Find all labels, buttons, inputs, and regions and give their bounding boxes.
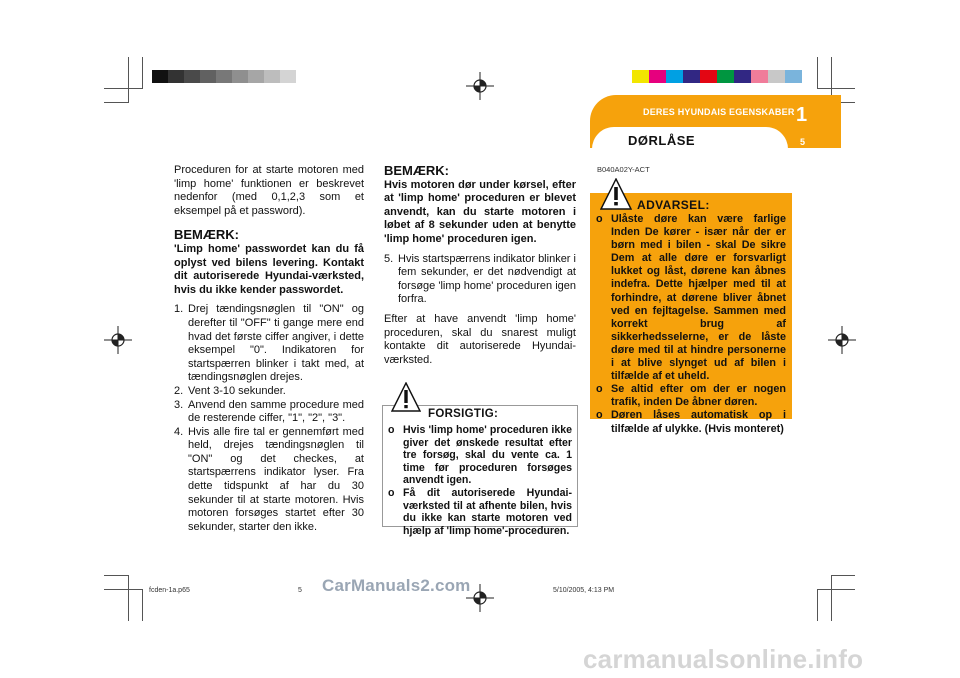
- list-item: 3. Anvend den samme procedure med de resterende ciffer, "1", "2", "3".: [174, 398, 364, 425]
- calibration-swatch: [785, 70, 802, 83]
- note-heading: BEMÆRK:: [384, 163, 449, 178]
- warning-title: ADVARSEL:: [637, 198, 710, 212]
- calibration-swatch: [768, 70, 785, 83]
- note-text: Hvis motoren dør under kørsel, efter at 'limp home' proceduren er blevet anvendt, kan du starte motoren i løbet af 8 sekunder uden at benytte 'limp home' proceduren igen.: [384, 178, 576, 245]
- registration-mark-icon: [104, 326, 132, 354]
- calibration-swatch: [649, 70, 666, 83]
- calibration-swatch: [734, 70, 751, 83]
- reference-code: B040A02Y-ACT: [597, 165, 650, 174]
- color-calibration-bar: [632, 70, 802, 83]
- list-item: 4. Hvis alle fire tal er gennemført med held, drejes tændingsnøglen til "ON" og det checkes, at startspærrens indikator lyser. Fra dette tidspunkt af har du 30 sekunder til at starte motoren. Hvis motoren forsøges startet efter 30 sekunder, starter den ikke.: [174, 425, 364, 533]
- footer-page: 5: [298, 587, 302, 594]
- calibration-swatch: [280, 70, 296, 83]
- list-item: 1. Drej tændingsnøglen til "ON" og derefter til "OFF" ti gange mere end hvad det første ciffer angiver, i dette eksempel "0". Indikatoren for startspærren blinker i takt med, at tændingsnøglen drejes.: [174, 303, 364, 384]
- steps-list: [174, 303, 364, 534]
- contact-paragraph: Efter at have anvendt 'limp home' proceduren, skal du snarest muligt kontakte dit autoriserede Hyundai-værksted.: [384, 312, 576, 366]
- calibration-swatch: [168, 70, 184, 83]
- steps-list: [384, 253, 576, 307]
- caution-list: [388, 424, 572, 537]
- section-title: DERES HYUNDAIS EGENSKABER: [643, 107, 795, 117]
- calibration-swatch: [264, 70, 280, 83]
- registration-mark-icon: [466, 72, 494, 100]
- calibration-swatch: [632, 70, 649, 83]
- watermark: carmanualsonline.info: [583, 644, 864, 674]
- calibration-swatch: [717, 70, 734, 83]
- calibration-swatch: [666, 70, 683, 83]
- footer-date: 5/10/2005, 4:13 PM: [553, 587, 615, 594]
- calibration-swatch: [216, 70, 232, 83]
- calibration-swatch: [152, 70, 168, 83]
- footer-file: fcden-1a.p65: [149, 587, 190, 594]
- calibration-swatch: [751, 70, 768, 83]
- caution-title: FORSIGTIG:: [428, 408, 499, 420]
- calibration-swatch: [248, 70, 264, 83]
- list-item: o Døren låses automatisk op i tilfælde af ulykke. (Hvis monteret): [596, 409, 786, 435]
- calibration-swatch: [683, 70, 700, 83]
- list-item: 2. Vent 3-10 sekunder.: [174, 384, 286, 397]
- site-logo: CarManuals2.com: [322, 576, 471, 595]
- column-left: [174, 164, 364, 534]
- page-number: 5: [800, 137, 806, 147]
- calibration-swatch: [184, 70, 200, 83]
- list-item: o Ulåste døre kan være farlige Inden De kører - især når der er børn med i bilen - skal De sikre Dem at alle døre er forsvarligt lukket og låst, dørene kan åbnes indefra. Dette hjælper med til at forhindre, at dørene bliver åbnet ved en fejltagelse. Sammen med korrekt brug af sikkerhedsselerne, er de låste døre med til at hindre personerne i at blive slynget ud af bilen i tilfælde af et uheld.: [596, 213, 786, 383]
- chapter-number: 1: [796, 104, 808, 126]
- calibration-swatch: [700, 70, 717, 83]
- page-title: DØRLÅSE: [628, 133, 696, 148]
- registration-mark-icon: [828, 326, 856, 354]
- list-item: o Se altid efter om der er nogen trafik, inden De åbner døren.: [596, 383, 786, 409]
- list-item: o Få dit autoriserede Hyundai-værksted til at afhente bilen, hvis du ikke kan starte motoren ved hjælp af 'limp home'-proceduren.: [388, 486, 572, 537]
- calibration-swatch: [232, 70, 248, 83]
- warning-triangle-icon: [391, 382, 421, 412]
- intro-paragraph: Proceduren for at starte motoren med 'limp home' funktionen er beskrevet nedenfor (med 0,1,2,3 som et eksempel på et password).: [174, 164, 364, 217]
- list-item: o Hvis 'limp home' proceduren ikke giver det ønskede resultat efter tre forsøg, skal du vente ca. 1 time før proceduren forsøges anvendt igen.: [388, 424, 572, 487]
- calibration-swatch: [200, 70, 216, 83]
- warning-list: [596, 213, 786, 436]
- column-middle: [384, 164, 576, 373]
- list-item: 5. Hvis startspærrens indikator blinker i fem sekunder, er det nødvendigt at forsøge 'limp home' proceduren igen forfra.: [384, 252, 576, 306]
- note-heading: BEMÆRK:: [174, 227, 239, 243]
- note-text: 'Limp home' passwordet kan du få oplyst ved bilens levering. Kontakt dit autoriserede Hyundai-værksted, hvis du ikke kender passwordet.: [174, 242, 364, 296]
- warning-triangle-icon: [600, 178, 632, 210]
- gray-calibration-bar: [152, 70, 296, 83]
